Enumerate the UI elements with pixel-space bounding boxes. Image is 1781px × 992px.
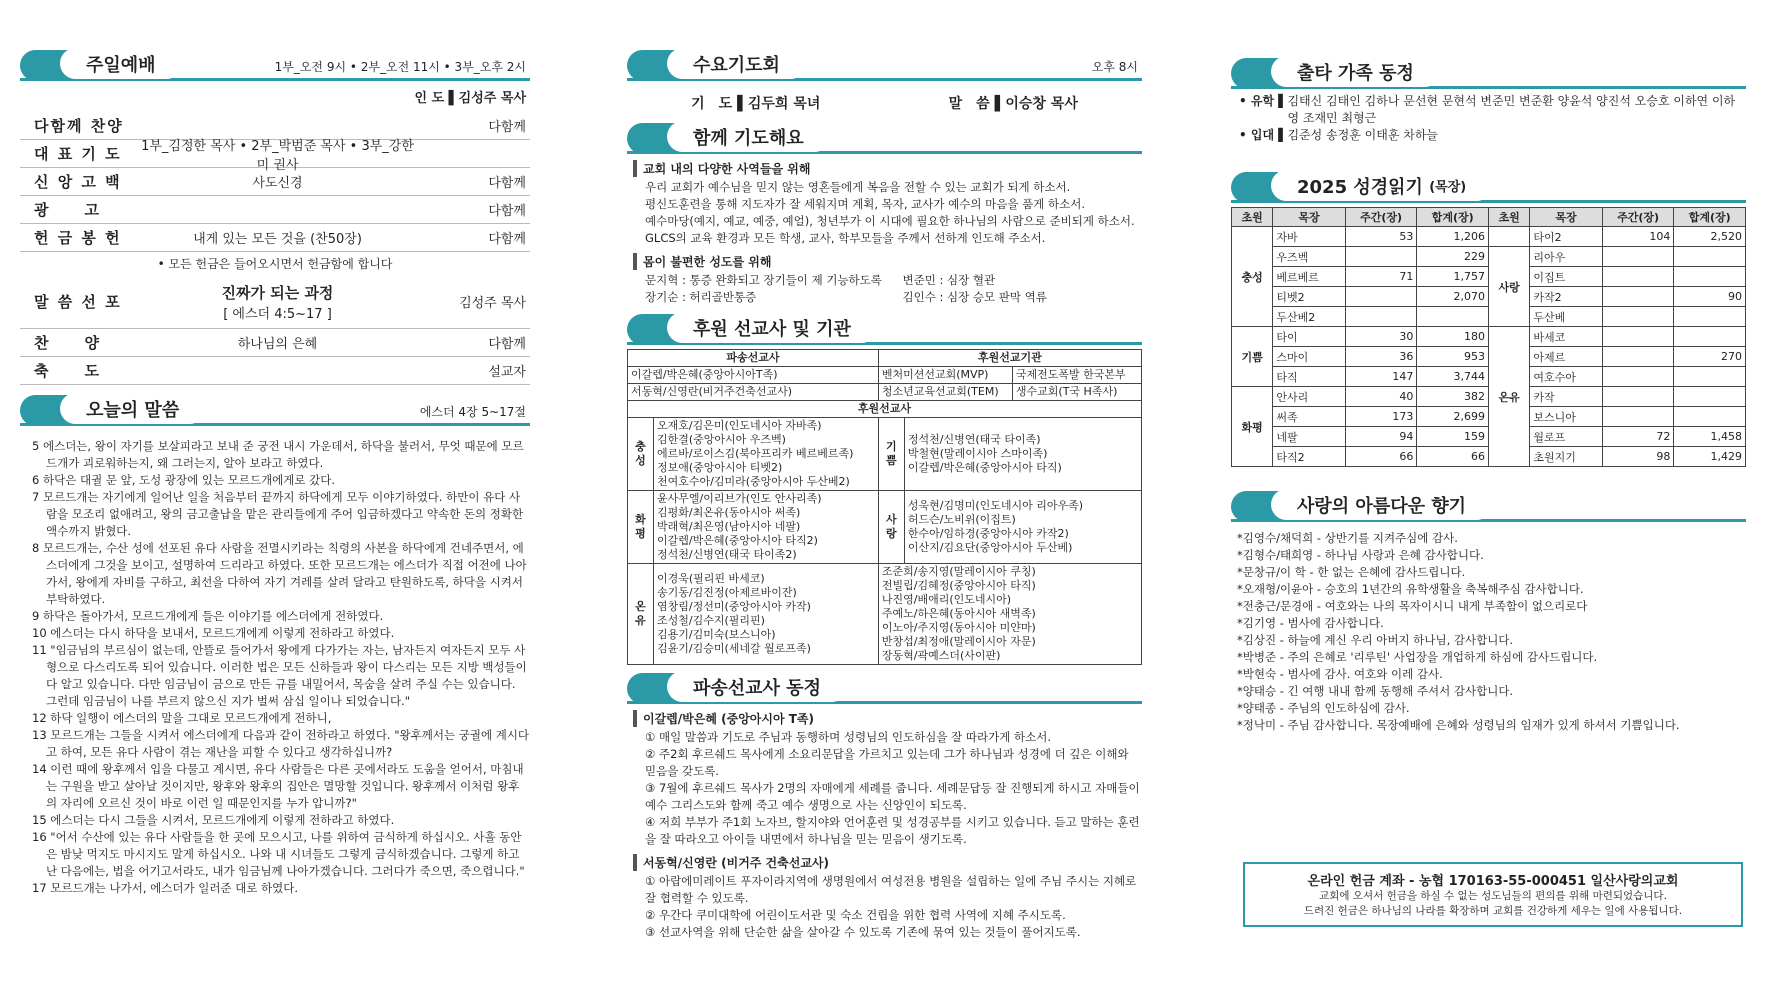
bible-cell: 두산베2 bbox=[1273, 307, 1345, 327]
sunday-header bbox=[20, 48, 530, 81]
missionary-name: 전빌립/김혜정(중앙아시아 타직) bbox=[881, 579, 1036, 592]
verse: 9 하닥은 돌아가서, 모르드개에게 들은 이야기를 에스더에게 전하였다. bbox=[32, 609, 384, 623]
bible-cell: 104 bbox=[1602, 227, 1674, 247]
bible-cell: 이집트 bbox=[1530, 267, 1602, 287]
row-content: 1부_김정한 목사 • 2부_박범준 목사 • 3부_강한미 권사 bbox=[141, 138, 414, 173]
bible-cell bbox=[1602, 387, 1674, 407]
bible-cell bbox=[1417, 307, 1489, 327]
bible-cell: 72 bbox=[1602, 427, 1674, 447]
bible-cell: 1,206 bbox=[1417, 227, 1489, 247]
thanks-item: *김형수/태희영 - 하나님 사랑과 은혜 감사합니다. bbox=[1237, 548, 1484, 562]
missionary-name: 나진영/배애리(인도네시아) bbox=[881, 593, 1012, 606]
missionary-name: 염창림/정선미(중앙아시아 카작) bbox=[657, 600, 811, 613]
bible-cell: 147 bbox=[1345, 367, 1417, 387]
row-content: 하나님의 은혜 bbox=[237, 337, 318, 352]
wed-time: 오후 8시 bbox=[1091, 60, 1138, 74]
bible-cell: 자바 bbox=[1273, 227, 1345, 247]
love-header bbox=[1231, 489, 1746, 522]
verse: 13 모르드개는 그들을 시켜서 에스더에게 다음과 같이 전하라고 하였다. "왕후께서는 궁궐에 계시다고 하여, 모든 유다 사람이 겪는 재난을 피할 수 있다고 생각하십니까? bbox=[32, 728, 530, 759]
verse: 7 모르드개는 자기에게 일어난 일을 처음부터 끝까지 하닥에게 모두 이야기하였다. 하만이 유다 사람을 모조리 없애려고, 왕의 금고출납을 맡은 관리들에게 주어 입금하겠다고 약속한 돈의 정확한 액수까지 밝혔다. bbox=[32, 490, 524, 538]
bible-cell: 카작2 bbox=[1530, 287, 1602, 307]
bible-cell: 90 bbox=[1674, 287, 1746, 307]
bible-cell bbox=[1674, 367, 1746, 387]
bible-cell bbox=[1602, 287, 1674, 307]
prayer-item: 장기순 : 허리골반통증 bbox=[645, 290, 757, 304]
online-offering-box: 온라인 헌금 계좌 - 농협 170163-55-000451 일산사랑의교회 교회에 오셔서 헌금을 하실 수 없는 성도님들의 편의를 위해 마련되었습니다. 드려진 헌금은 하나님의 나라를 확장하며 교회를 건강하게 세우는 일에 사용됩니다. bbox=[1243, 862, 1743, 927]
bible-header-cell: 합계(장) bbox=[1674, 208, 1746, 227]
worship-row bbox=[20, 329, 530, 357]
worship-row bbox=[20, 224, 530, 252]
group-cell: 온유 bbox=[1488, 327, 1529, 467]
missionary-name: 오재호/김은미(인도네시아 자바족) bbox=[657, 419, 822, 432]
sermon-ref: [ 에스더 4:5~17 ] bbox=[223, 306, 332, 322]
bible-cell bbox=[1602, 267, 1674, 287]
bible-cell: 안사리 bbox=[1273, 387, 1345, 407]
missionary-name: 장동혁/곽예스더(사이판) bbox=[881, 649, 1001, 662]
love-title: 사랑의 아름다운 향기 bbox=[1271, 489, 1492, 520]
sunday-title: 주일예배 bbox=[60, 48, 182, 79]
report-list-2 bbox=[627, 873, 1142, 941]
study-abroad: • 유학 ▌ 김태신 김태인 김하나 문선현 문현석 변준민 변준환 양윤석 양진석 오승호 이하연 이하영 조재민 최형근 bbox=[1239, 94, 1736, 125]
bible-header-cell: 초원 bbox=[1488, 208, 1529, 227]
group-cell: 기쁨 bbox=[1232, 327, 1273, 387]
report-item: ③ 선교사역을 위해 단순한 삶을 살아갈 수 있도록 기존에 묶여 있는 것들이 풀어지도록. bbox=[645, 925, 1081, 939]
bible-cell: 270 bbox=[1674, 347, 1746, 367]
army-enlist: • 입대 ▌ 김준성 송정훈 이태훈 차하늘 bbox=[1239, 128, 1439, 142]
support-header bbox=[627, 312, 1142, 345]
missionary-name: 반창섭/최정애(말레이시아 자문) bbox=[881, 635, 1036, 648]
verse: 11 "임금님의 부르심이 없는데, 안뜰로 들어가서 왕에게 다가가는 자는, 남자든지 여자든지 모두 사형으로 다스리도록 되어 있습니다. 이러한 법은 모든 신하들과 왕이 다스리는 모든 지방 백성들이 다 알고 있습니다. 다만 임금님이 금으로 만든 규를 내밀어서, 목숨을 살려 주실 수는 있습니다. 그런데 임금님이 나를 부르지 않으신 지가 벌써 삼십 일이나 되었습니다." bbox=[32, 643, 527, 708]
missionary-name: 김평화/최온유(동아시아 써족) bbox=[657, 506, 801, 519]
departure-header bbox=[1231, 56, 1746, 89]
bible-cell: 2,520 bbox=[1674, 227, 1746, 247]
thanks-item: *정낙미 - 주님 감사합니다. 목장예배에 은혜와 성령님의 임재가 있게 하셔서 기쁨입니다. bbox=[1237, 718, 1680, 732]
thanks-item: *양태승 - 긴 여행 내내 함께 동행해 주셔서 감사합니다. bbox=[1237, 684, 1514, 698]
table-row bbox=[1232, 247, 1746, 267]
online-account: 온라인 헌금 계좌 - 농협 170163-55-000451 일산사랑의교회 bbox=[1307, 874, 1679, 889]
missionary-name: 이갈렙/박은혜(중앙아시아 타직2) bbox=[657, 534, 818, 547]
bible-header-cell: 주간(장) bbox=[1602, 208, 1674, 227]
wed-roles bbox=[627, 85, 1142, 121]
missionary-name: 정보애(중앙아시아 티벳2) bbox=[657, 461, 783, 474]
row-right: 다함께 bbox=[488, 232, 526, 247]
missionary-name: 김윤기/김승미(세네갈 월로프족) bbox=[657, 642, 811, 655]
missionary-name: 성욱현/김명미(인도네시아 리아우족) bbox=[907, 499, 1084, 512]
verse: 12 하닥 일행이 에스더의 말을 그대로 모르드개에게 전하니, bbox=[32, 711, 332, 725]
support-table: 파송선교사 후원선교기관 이갈렙/박은혜(중앙아시아T족) 벤처미션선교회(MVP) 국제전도폭발 한국본부 서동혁/신영란(비거주건축선교사) 청소년교육선교회(TEM) 생수교회(T국 H족사) 후원선교사 충성 오재호/김은미(인도네시아 자바족) 김한결(중앙아시아 우즈벡) 에르바/로이스김(북아프리카 베르베르족) 정보애(중앙아시아 티벳2) 천여호수아/김미라(중앙아시아 두산베2) 기쁨 정석천/신병연(태국 타이족) 박철현(말레이시아 스마이족) 이갈렙/박은혜(중앙아시아 타직) 화평 윤사무엘/이리브가(인도 안사리족) 김평화/최온유(동아시아 써족) 박래혁/최은영(남아시아 네팔) 이갈렙/박은혜(중앙아시아 타직2) 정석천/신병연(태국 타이족2) 사랑 성욱현/김명미(인도네시아 리아우족) 허드슨/노비위(이집트) 한수아/임하경(중앙아시아 카작2) 이산지/김요단(중앙아시아 두산베) 온유 이경욱(필리핀 바세코) 송기동/김진정(아제르바이잔) 염창림/정선미(중앙아시아 카작) 조성철/김수지(필리핀) 김용기/김미숙(보스니아) 김윤기/김승미(세네갈 월로프족) 조준희/송지영(말레이시아 쿠칭) 전빌립/김혜정(중앙아시아 타직) 나진영/배애리(인도네시아) 주예노/하은혜(동아시아 새벽족) 이노아/주지영(동아시아 미얀마) 반창섭/최정애(말레이시아 자문) 장동혁/곽예스더(사이판) bbox=[627, 349, 1142, 665]
row-content: 내게 있는 모든 것을 (찬50장) bbox=[193, 232, 362, 247]
row-name: 축 도 bbox=[34, 362, 101, 380]
bible-cell: 229 bbox=[1417, 247, 1489, 267]
row-name: 다함께 찬양 bbox=[34, 117, 124, 135]
bible-cell bbox=[1345, 247, 1417, 267]
worship-row bbox=[20, 196, 530, 224]
report-item: ② 주2회 후르쉐드 목사에게 소요리문답을 가르치고 있는데 그가 하나님과 성경에 더 깊은 이해와 믿음을 갖도록. bbox=[645, 747, 1129, 778]
pray-header bbox=[627, 121, 1142, 154]
bible-title: 2025 성경읽기 (목장) bbox=[1271, 170, 1492, 201]
row-name: 헌 금 봉 헌 bbox=[34, 229, 122, 247]
missionary-name: 정석천/신병연(태국 타이족) bbox=[907, 433, 1041, 446]
thanks-item: *박병준 - 주의 은혜로 '리루틴' 사업장을 개업하게 하심에 감사드립니다. bbox=[1237, 650, 1598, 664]
bible-cell: 타직2 bbox=[1273, 447, 1345, 467]
missionary-name: 박철현(말레이시아 스마이족) bbox=[907, 447, 1048, 460]
prayer-item: 우리 교회가 예수님을 믿지 않는 영혼들에게 복음을 전할 수 있는 교회가 되게 하소서. bbox=[645, 180, 1071, 194]
verse: 17 모르드개는 나가서, 에스더가 일러준 대로 하였다. bbox=[32, 881, 299, 895]
departure-title: 출타 가족 동정 bbox=[1271, 56, 1440, 87]
bible-header-cell: 목장 bbox=[1273, 208, 1345, 227]
scripture-text bbox=[20, 430, 530, 897]
verse: 6 하닥은 대궐 문 앞, 도성 광장에 있는 모르드개에게로 갔다. bbox=[32, 473, 336, 487]
row-right: 다함께 bbox=[488, 204, 526, 219]
bible-cell bbox=[1674, 387, 1746, 407]
bible-cell: 초원지기 bbox=[1530, 447, 1602, 467]
missionary-name: 천여호수아/김미라(중앙아시아 두산베2) bbox=[657, 475, 850, 488]
verse: 16 "어서 수산에 있는 유다 사람들을 한 곳에 모으시고, 나를 위하여 금식하게 하십시오. 사흘 동안은 밤낮 먹지도 마시지도 말게 하십시오. 나와 내 시녀들도 그렇게 금식하겠습니다. 그렇게 하고 난 다음에는, 법을 어기고서라도, 내가 임금님께 나아가겠습니다. 그러다가 죽으면, 죽으렵니다." bbox=[32, 830, 525, 878]
group-cell bbox=[1488, 227, 1529, 247]
worship-row bbox=[20, 357, 530, 385]
bible-header-cell: 초원 bbox=[1232, 208, 1273, 227]
table-row bbox=[1232, 227, 1746, 247]
prayer-item: 문지혁 : 통증 완화되고 장기들이 제 기능하도록 bbox=[645, 273, 882, 287]
bible-cell: 아제르 bbox=[1530, 347, 1602, 367]
group-cell: 충성 bbox=[1232, 227, 1273, 327]
order-of-worship bbox=[20, 112, 530, 252]
bible-cell: 66 bbox=[1345, 447, 1417, 467]
missionary-name: 한수아/임하경(중앙아시아 카작2) bbox=[907, 527, 1069, 540]
report-item: ② 우간다 쿠미대학에 어린이도서관 및 숙소 건립을 위한 협력 사역에 지혜 주시도록. bbox=[645, 908, 1066, 922]
bible-header bbox=[1231, 170, 1746, 203]
bible-cell: 타직 bbox=[1273, 367, 1345, 387]
bible-cell: 여호수아 bbox=[1530, 367, 1602, 387]
pray-sec1: 교회 내의 다양한 사역들을 위해 bbox=[633, 160, 1142, 177]
worship-row bbox=[20, 138, 530, 173]
missionary-name: 김한결(중앙아시아 우즈벡) bbox=[657, 433, 786, 446]
prayer-item: GLCS의 교육 환경과 모든 학생, 교사, 학부모들을 주께서 선하게 인도해 주소서. bbox=[645, 231, 1046, 245]
bible-cell: 159 bbox=[1417, 427, 1489, 447]
sermon-row: 말 씀 선 포 진짜가 되는 과정 [ 에스더 4:5~17 ] 김성주 목사 bbox=[20, 275, 530, 329]
report-list-1 bbox=[627, 729, 1142, 848]
row-name: 대 표 기 도 bbox=[34, 145, 122, 163]
bible-cell bbox=[1602, 247, 1674, 267]
bible-cell bbox=[1602, 407, 1674, 427]
missionary-name: 에르바/로이스김(북아프리카 베르베르족) bbox=[657, 447, 854, 460]
row-right: 다함께 bbox=[488, 337, 526, 352]
sermon-preacher: 김성주 목사 bbox=[459, 296, 526, 311]
pray-list-2 bbox=[627, 272, 1142, 306]
offering-note: • 모든 헌금은 들어오시면서 헌금함에 합니다 bbox=[157, 257, 393, 271]
report-item: ① 매일 말씀과 기도로 주님과 동행하며 성령님의 인도하심을 잘 따라가게 하소서. bbox=[645, 730, 1052, 744]
bible-cell bbox=[1602, 347, 1674, 367]
report-item: ① 아랍에미레이트 푸자이라지역에 생명원에서 여성전용 병원을 설립하는 일에 주님 주시는 지혜로 잘 협력할 수 있도록. bbox=[645, 874, 1137, 905]
thanks-item: *전충근/문경애 - 여호와는 나의 목자이시니 내게 부족함이 없으리로다 bbox=[1237, 599, 1588, 613]
wed-title: 수요기도회 bbox=[667, 48, 806, 79]
row-content: 사도신경 bbox=[252, 176, 303, 191]
bible-cell: 3,744 bbox=[1417, 367, 1489, 387]
prayer-item: 변준민 : 심장 혈관 bbox=[902, 273, 996, 287]
wed-word: 말 씀 ▌이승창 목사 bbox=[948, 96, 1078, 112]
group-cell: 사랑 bbox=[1488, 247, 1529, 327]
bible-cell: 1,757 bbox=[1417, 267, 1489, 287]
bible-cell: 71 bbox=[1345, 267, 1417, 287]
sunday-times: 1부_오전 9시 • 2부_오전 11시 • 3부_오후 2시 bbox=[274, 60, 526, 74]
bible-cell: 우즈벡 bbox=[1273, 247, 1345, 267]
bible-cell: 53 bbox=[1345, 227, 1417, 247]
report-header bbox=[627, 671, 1142, 704]
verse: 8 모르드개는, 수산 성에 선포된 유다 사람을 전멸시키라는 칙령의 사본을 하닥에게 건네주면서, 에스더에게 그것을 보이고, 설명하여 드리라고 하였다. 또한 모르드개는 에스더가 직접 어전에 나아가서, 왕에게 자비를 구하고, 최선을 다하여 자기 겨레를 살려 달라고 탄원하도록, 하닥을 시켜서 부탁하였다. bbox=[32, 541, 527, 606]
bible-cell: 1,458 bbox=[1674, 427, 1746, 447]
missionary-name: 이갈렙/박은혜(중앙아시아 타직) bbox=[907, 461, 1062, 474]
prayer-item: 평신도훈련을 통해 지도자가 잘 세워지며 계획, 목자, 교사가 예수의 마음을 품게 하소서. bbox=[645, 197, 1085, 211]
word-title: 오늘의 말씀 bbox=[60, 393, 205, 424]
missionary-name: 이노아/주지영(동아시아 미얀마) bbox=[881, 621, 1036, 634]
missionary-name: 조성철/김수지(필리핀) bbox=[657, 614, 765, 627]
bible-cell: 리아우 bbox=[1530, 247, 1602, 267]
report-item: ③ 7월에 후르쉐드 목사가 2명의 자매에게 세례를 줍니다. 세례문답등 잘 진행되게 하시고 자매들이 예수 그리스도와 함께 죽고 예수 생명으로 사는 신앙인이 되도록. bbox=[645, 781, 1140, 812]
missionary-name: 이경욱(필리핀 바세코) bbox=[657, 572, 765, 585]
right-column bbox=[1231, 48, 1746, 948]
bible-cell: 98 bbox=[1602, 447, 1674, 467]
bible-cell: 94 bbox=[1345, 427, 1417, 447]
bible-header-cell: 목장 bbox=[1530, 208, 1602, 227]
sermon-title: 진짜가 되는 과정 bbox=[221, 283, 334, 302]
thanks-item: *박현숙 - 범사에 감사. 여호와 이레 감사. bbox=[1237, 667, 1443, 681]
bible-cell: 66 bbox=[1417, 447, 1489, 467]
missionary-name: 허드슨/노비위(이집트) bbox=[907, 513, 1016, 526]
missionary-name: 정석천/신병연(태국 타이족2) bbox=[657, 548, 797, 561]
report-title: 파송선교사 동정 bbox=[667, 671, 847, 702]
missionary-name: 김용기/김미숙(보스니아) bbox=[657, 628, 776, 641]
bible-cell bbox=[1674, 407, 1746, 427]
row-name: 광 고 bbox=[34, 201, 101, 219]
support-title: 후원 선교사 및 기관 bbox=[667, 312, 877, 343]
bible-cell: 월로프 bbox=[1530, 427, 1602, 447]
missionary-name: 윤사무엘/이리브가(인도 안사리족) bbox=[657, 492, 822, 505]
bible-cell: 써족 bbox=[1273, 407, 1345, 427]
sunday-column bbox=[20, 48, 530, 948]
verse: 5 에스더는, 왕이 자기를 보살피라고 보내 준 궁전 내시 가운데서, 하닥을 불러서, 무엇 때문에 모르드개가 괴로워하는지, 왜 그러는지, 알아 보라고 하였다. bbox=[32, 439, 524, 470]
bible-cell: 네팔 bbox=[1273, 427, 1345, 447]
bible-header-cell: 합계(장) bbox=[1417, 208, 1489, 227]
word-ref: 에스더 4장 5~17절 bbox=[419, 405, 526, 419]
bible-cell: 바세코 bbox=[1530, 327, 1602, 347]
thanks-item: *김영수/채덕희 - 상반기를 지켜주심에 감사. bbox=[1237, 531, 1458, 545]
order-of-worship-end bbox=[20, 329, 530, 385]
verse: 10 에스더는 다시 하닥을 보내서, 모르드개에게 이렇게 전하라고 하였다. bbox=[32, 626, 395, 640]
bible-cell: 30 bbox=[1345, 327, 1417, 347]
group-cell: 화평 bbox=[1232, 387, 1273, 467]
bible-cell: 보스니아 bbox=[1530, 407, 1602, 427]
bible-cell: 티벳2 bbox=[1273, 287, 1345, 307]
bible-cell bbox=[1602, 367, 1674, 387]
row-name: 신 앙 고 백 bbox=[34, 173, 122, 191]
bible-cell: 타이2 bbox=[1530, 227, 1602, 247]
verse: 14 이런 때에 왕후께서 입을 다물고 계시면, 유다 사람들은 다른 곳에서라도 도움을 얻어서, 마침내는 구원을 받고 살아날 것이지만, 왕후와 왕후의 집안은 멸망할 것입니다. 왕후께서 이처럼 왕후의 자리에 오르신 것이 바로 이런 일 때문인지를 누가 압니까?" bbox=[32, 762, 524, 810]
report-p2: 서동혁/신영란 (비거주 건축선교사) bbox=[633, 854, 1142, 871]
row-right: 설교자 bbox=[488, 365, 526, 380]
bible-cell bbox=[1345, 307, 1417, 327]
wednesday-column bbox=[627, 48, 1142, 948]
report-p1: 이갈렙/박은혜 (중앙아시아 T족) bbox=[633, 710, 1142, 727]
thanks-item: *문창규/이 학 - 한 없는 은혜에 감사드립니다. bbox=[1237, 565, 1466, 579]
bible-cell bbox=[1674, 307, 1746, 327]
row-right: 다함께 bbox=[488, 176, 526, 191]
pray-sec2: 몸이 불편한 성도를 위해 bbox=[633, 253, 1142, 270]
bible-cell: 카작 bbox=[1530, 387, 1602, 407]
missionary-name: 주예노/하은혜(동아시아 새벽족) bbox=[881, 607, 1036, 620]
bible-cell: 40 bbox=[1345, 387, 1417, 407]
bible-reading-table bbox=[1231, 207, 1746, 467]
bible-cell: 베르베르 bbox=[1273, 267, 1345, 287]
bible-cell: 두산베 bbox=[1530, 307, 1602, 327]
bible-cell bbox=[1602, 307, 1674, 327]
prayer-item: 예수마당(예지, 예교, 예중, 예얼), 청년부가 이 시대에 필요한 하나님의 사람으로 준비되게 하소서. bbox=[645, 214, 1135, 228]
pray-title: 함께 기도해요 bbox=[667, 121, 830, 152]
missionary-name: 송기동/김진정(아제르바이잔) bbox=[657, 586, 797, 599]
prayer-item: 김인수 : 심장 승모 판막 역류 bbox=[902, 290, 1047, 304]
bible-cell: 382 bbox=[1417, 387, 1489, 407]
bible-cell bbox=[1674, 247, 1746, 267]
bible-cell: 타이 bbox=[1273, 327, 1345, 347]
thanks-item: *김상진 - 하늘에 계신 우리 아버지 하나님, 감사합니다. bbox=[1237, 633, 1514, 647]
wed-header bbox=[627, 48, 1142, 81]
row-name: 찬 양 bbox=[34, 334, 101, 352]
missionary-name: 조준희/송지영(말레이시아 쿠칭) bbox=[881, 565, 1036, 578]
bible-cell: 1,429 bbox=[1674, 447, 1746, 467]
bible-cell: 180 bbox=[1417, 327, 1489, 347]
thanks-item: *김기영 - 범사에 감사합니다. bbox=[1237, 616, 1384, 630]
bible-cell bbox=[1674, 267, 1746, 287]
worship-row bbox=[20, 168, 530, 196]
pray-list-1 bbox=[627, 179, 1142, 247]
row-right: 다함께 bbox=[488, 120, 526, 135]
bible-cell: 173 bbox=[1345, 407, 1417, 427]
bible-cell bbox=[1602, 327, 1674, 347]
word-header bbox=[20, 393, 530, 426]
sunday-leader: 인 도 ▌김성주 목사 bbox=[414, 91, 526, 106]
bible-header-cell: 주간(장) bbox=[1345, 208, 1417, 227]
report-item: ④ 저희 부부가 주1회 노자브, 할지야와 언어훈련 및 성경공부를 시키고 있습니다. 듣고 말하는 훈련을 잘 따라오고 아이들 내면에서 하나님을 믿는 믿음이 생기도록. bbox=[645, 815, 1140, 846]
wed-prayer: 기 도 ▌김두희 목녀 bbox=[691, 96, 821, 112]
thanks-item: *오재형/이윤아 - 승호의 1년간의 유학생활을 축복해주심 감사합니다. bbox=[1237, 582, 1584, 596]
table-row bbox=[1232, 327, 1746, 347]
bible-cell bbox=[1345, 287, 1417, 307]
love-list bbox=[1231, 526, 1746, 734]
bible-cell: 스마이 bbox=[1273, 347, 1345, 367]
missionary-name: 박래혁/최은영(남아시아 네팔) bbox=[657, 520, 801, 533]
thanks-item: *양태종 - 주님의 인도하심에 감사. bbox=[1237, 701, 1410, 715]
bible-cell: 953 bbox=[1417, 347, 1489, 367]
bible-cell bbox=[1674, 327, 1746, 347]
bible-cell: 2,070 bbox=[1417, 287, 1489, 307]
missionary-name: 이산지/김요단(중앙아시아 두산베) bbox=[907, 541, 1073, 554]
bible-cell: 36 bbox=[1345, 347, 1417, 367]
verse: 15 에스더는 다시 그들을 시켜서, 모르드개에게 이렇게 전하라고 하였다. bbox=[32, 813, 395, 827]
bible-cell: 2,699 bbox=[1417, 407, 1489, 427]
